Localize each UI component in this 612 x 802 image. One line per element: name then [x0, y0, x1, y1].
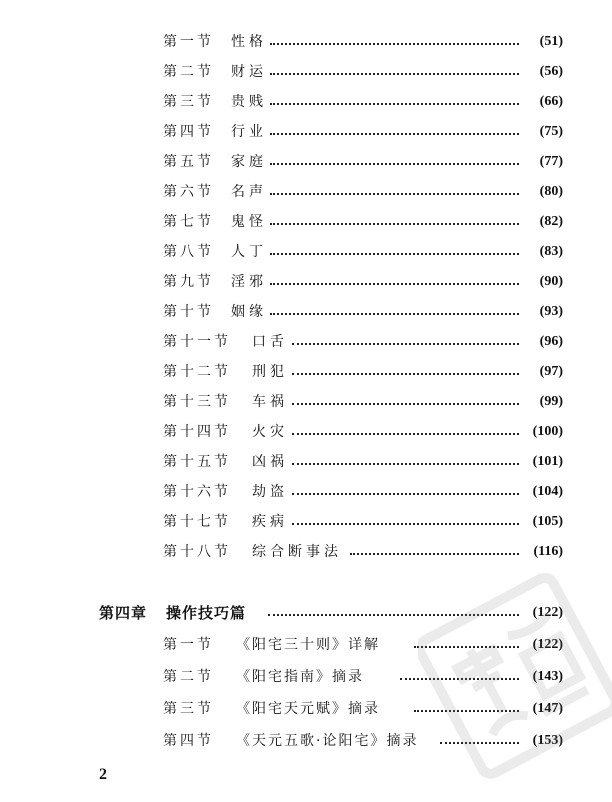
toc-entry-title: 劫盗 [252, 484, 288, 500]
toc-entry [0, 91, 612, 113]
toc-dot-leader [292, 373, 519, 375]
toc-entry [0, 730, 612, 752]
page-number: 2 [99, 766, 107, 783]
toc-page-number: (93) [539, 304, 563, 319]
toc-section-number: 第四节 [163, 733, 214, 749]
toc-entry [0, 181, 612, 203]
toc-page-number: (90) [539, 274, 563, 289]
toc-entry-title: 口舌 [252, 334, 288, 350]
toc-section-number: 第七节 [163, 214, 214, 230]
toc-page-number: (122) [532, 637, 563, 652]
chapter-number: 第四章 [99, 604, 148, 622]
toc-entry [0, 31, 612, 53]
toc-section-number: 第十三节 [163, 394, 231, 410]
toc-section-number: 第二节 [163, 64, 214, 80]
toc-dot-leader [414, 710, 519, 712]
toc-entry [0, 361, 612, 383]
toc-page-number: (153) [532, 733, 563, 748]
toc-section-number: 第九节 [163, 274, 214, 290]
toc-section-number: 第十二节 [163, 364, 231, 380]
toc-page-number: (51) [539, 34, 563, 49]
toc-page-number: (116) [533, 544, 563, 559]
toc-entry [0, 331, 612, 353]
toc-entry-title: 凶祸 [252, 454, 288, 470]
toc-dot-leader [270, 133, 519, 135]
toc-dot-leader [270, 253, 519, 255]
toc-page-number: (122) [532, 605, 563, 620]
toc-page-number: (100) [532, 424, 563, 439]
toc-entry [0, 391, 612, 413]
toc-page-number: (56) [539, 64, 563, 79]
toc-entry [0, 241, 612, 263]
toc-section-number: 第十四节 [163, 424, 231, 440]
toc-page-number: (75) [539, 124, 563, 139]
toc-dot-leader [292, 463, 519, 465]
toc-section-number: 第三节 [163, 701, 214, 717]
toc-entry-title: 《天元五歌·论阳宅》摘录 [236, 733, 419, 749]
toc-page-number: (82) [539, 214, 563, 229]
toc-entry [0, 451, 612, 473]
toc-chapter-heading [0, 602, 612, 624]
toc-section-number: 第四节 [163, 124, 214, 140]
toc-page-number: (96) [539, 334, 563, 349]
toc-entry-title: 姻缘 [231, 304, 267, 320]
toc-dot-leader [270, 103, 519, 105]
toc-page-number: (83) [539, 244, 563, 259]
toc-entry [0, 634, 612, 656]
toc-entry-title: 人丁 [231, 244, 267, 260]
toc-entry-title: 家庭 [231, 154, 267, 170]
toc-entry-title: 《阳宅三十则》详解 [236, 637, 380, 653]
toc-dot-leader [292, 343, 519, 345]
toc-entry-title: 火灾 [252, 424, 288, 440]
toc-dot-leader [270, 43, 519, 45]
toc-page-number: (66) [539, 94, 563, 109]
toc-dot-leader [350, 553, 519, 555]
toc-entry-title: 《阳宅指南》摘录 [236, 669, 364, 685]
toc-entry-title: 贵贱 [231, 94, 267, 110]
toc-entry-title: 刑犯 [252, 364, 288, 380]
toc-entry [0, 61, 612, 83]
toc-dot-leader [270, 163, 519, 165]
toc-dot-leader [292, 493, 519, 495]
toc-section-number: 第十节 [163, 304, 214, 320]
toc-section-number: 第十一节 [163, 334, 231, 350]
toc-entry [0, 301, 612, 323]
toc-dot-leader [414, 646, 519, 648]
toc-page-number: (101) [532, 454, 563, 469]
toc-page-number: (104) [532, 484, 563, 499]
toc-page-number: (105) [532, 514, 563, 529]
toc-page-number: (147) [532, 701, 563, 716]
toc-entry [0, 121, 612, 143]
toc-entry-title: 鬼怪 [231, 214, 267, 230]
toc-page-number: (97) [539, 364, 563, 379]
toc-entry [0, 511, 612, 533]
toc-section-number: 第二节 [163, 669, 214, 685]
toc-dot-leader [440, 742, 519, 744]
toc-entry-title: 车祸 [252, 394, 288, 410]
toc-entry-title: 疾病 [252, 514, 288, 530]
toc-section-number: 第十七节 [163, 514, 231, 530]
toc-dot-leader [270, 223, 519, 225]
toc-entry-title: 财运 [231, 64, 267, 80]
toc-section-number: 第三节 [163, 94, 214, 110]
toc-section-number: 第六节 [163, 184, 214, 200]
toc-dot-leader [270, 283, 519, 285]
toc-section-number: 第十五节 [163, 454, 231, 470]
toc-page-number: (99) [539, 394, 563, 409]
toc-entry-title: 淫邪 [231, 274, 267, 290]
toc-entry-title: 性格 [231, 34, 267, 50]
toc-entry [0, 151, 612, 173]
toc-entry-title: 《阳宅天元赋》摘录 [236, 701, 380, 717]
toc-dot-leader [292, 403, 519, 405]
toc-page-number: (143) [532, 669, 563, 684]
toc-entry-title: 行业 [231, 124, 267, 140]
toc-entry [0, 481, 612, 503]
chapter-title: 操作技巧篇 [166, 604, 247, 622]
toc-section-number: 第十六节 [163, 484, 231, 500]
toc-dot-leader [270, 193, 519, 195]
toc-section-number: 第一节 [163, 34, 214, 50]
toc-dot-leader [268, 614, 519, 616]
toc-entry-title: 综合断事法 [252, 544, 342, 560]
toc-entry [0, 666, 612, 688]
toc-dot-leader [270, 73, 519, 75]
toc-page-number: (77) [539, 154, 563, 169]
toc-section-number: 第一节 [163, 637, 214, 653]
toc-entry [0, 211, 612, 233]
toc-dot-leader [292, 433, 519, 435]
toc-entry [0, 698, 612, 720]
toc-entry [0, 271, 612, 293]
toc-page-number: (80) [539, 184, 563, 199]
toc-section-number: 第五节 [163, 154, 214, 170]
toc-section-number: 第八节 [163, 244, 214, 260]
toc-dot-leader [270, 313, 519, 315]
toc-entry [0, 421, 612, 443]
toc-entry-title: 名声 [231, 184, 267, 200]
toc-entry [0, 541, 612, 563]
toc-dot-leader [292, 523, 519, 525]
toc-section-number: 第十八节 [163, 544, 231, 560]
toc-dot-leader [400, 678, 519, 680]
